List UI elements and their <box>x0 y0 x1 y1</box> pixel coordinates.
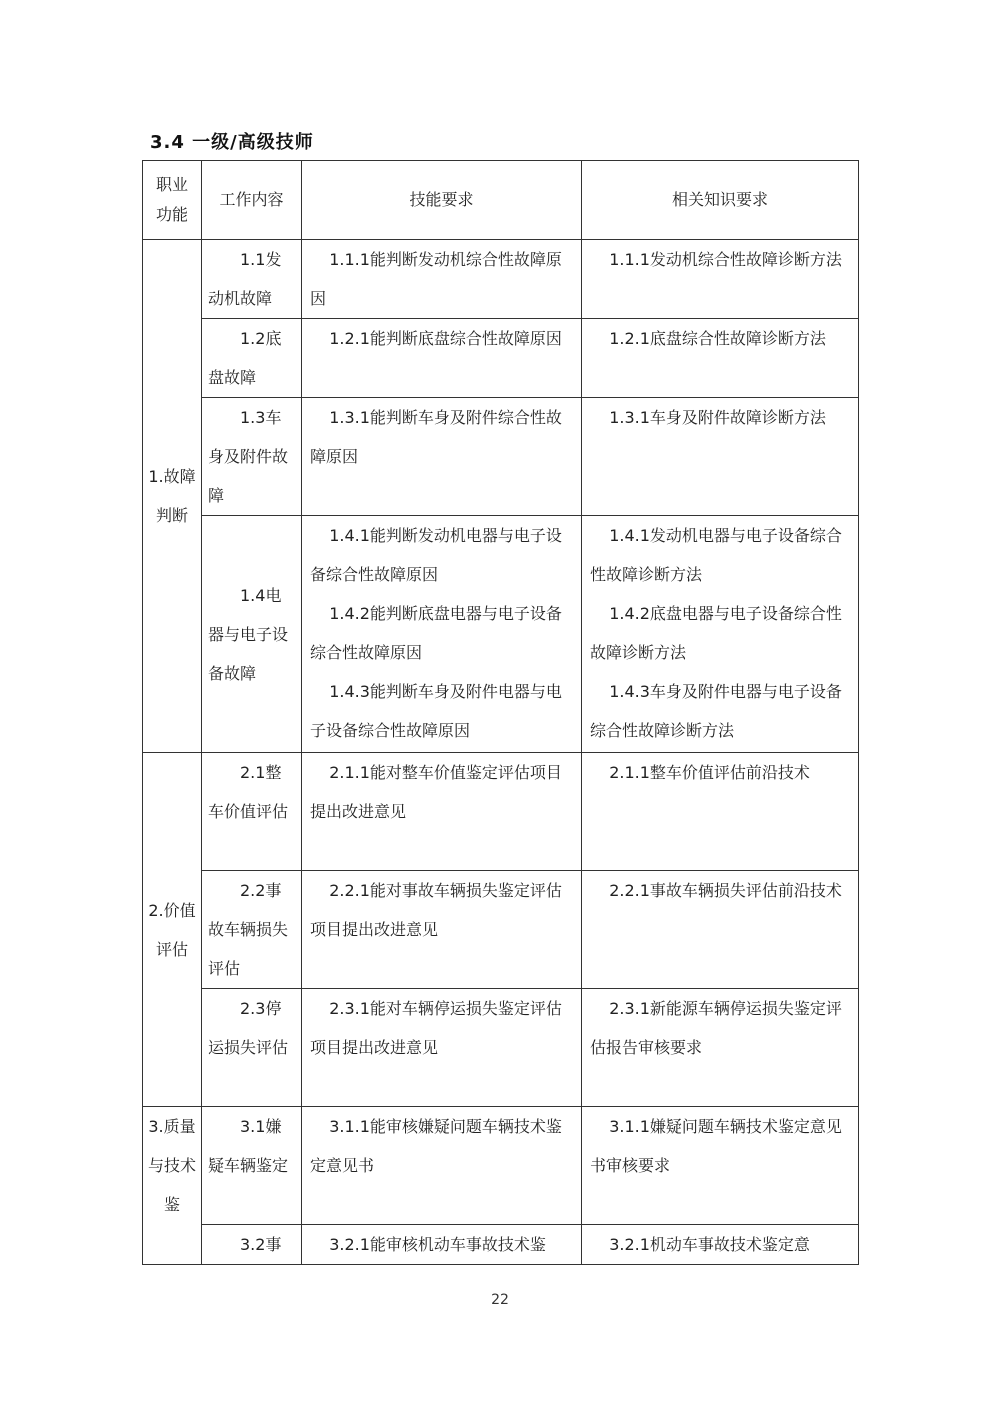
skill-item: 3.2.1能审核机动车事故技术鉴 <box>329 1235 546 1254</box>
knowledge-cell <box>582 989 859 1107</box>
header-content: 工作内容 <box>202 161 302 240</box>
header-knowledge: 相关知识要求 <box>582 161 859 240</box>
skill-item: 1.3.1能判断车身及附件综合性故障原因 <box>310 408 562 466</box>
knowledge-cell <box>582 753 859 871</box>
skill-item: 2.3.1能对车辆停运损失鉴定评估项目提出改进意见 <box>310 999 562 1057</box>
competency-table <box>142 160 859 1265</box>
knowledge-item: 1.2.1底盘综合性故障诊断方法 <box>609 329 826 348</box>
content-cell: 2.1整车价值评估 <box>202 753 302 871</box>
skill-cell <box>302 1107 582 1225</box>
knowledge-item: 2.2.1事故车辆损失评估前沿技术 <box>609 881 842 900</box>
table-header-row <box>143 161 859 240</box>
skill-cell <box>302 398 582 516</box>
knowledge-cell <box>582 1107 859 1225</box>
skill-item: 1.4.1能判断发动机电器与电子设备综合性故障原因 <box>310 526 562 584</box>
skill-item: 3.1.1能审核嫌疑问题车辆技术鉴定意见书 <box>310 1117 562 1175</box>
knowledge-cell <box>582 516 859 753</box>
knowledge-cell <box>582 398 859 516</box>
skill-cell <box>302 319 582 398</box>
table-row <box>143 516 859 753</box>
content-cell: 3.2事 <box>202 1225 302 1265</box>
knowledge-item: 2.1.1整车价值评估前沿技术 <box>609 763 810 782</box>
knowledge-cell <box>582 319 859 398</box>
header-skill: 技能要求 <box>302 161 582 240</box>
function-cell: 3.质量与技术鉴 <box>143 1107 202 1265</box>
knowledge-item: 3.2.1机动车事故技术鉴定意 <box>609 1235 810 1254</box>
knowledge-cell <box>582 240 859 319</box>
knowledge-cell <box>582 1225 859 1265</box>
content-cell: 2.2事故车辆损失评估 <box>202 871 302 989</box>
skill-item: 2.1.1能对整车价值鉴定评估项目提出改进意见 <box>310 763 562 821</box>
knowledge-item: 2.3.1新能源车辆停运损失鉴定评估报告审核要求 <box>590 999 842 1057</box>
table-row <box>143 1225 859 1265</box>
header-function: 职业功能 <box>143 161 202 240</box>
skill-cell <box>302 1225 582 1265</box>
skill-cell <box>302 753 582 871</box>
table-row <box>143 1107 859 1225</box>
skill-item: 1.4.3能判断车身及附件电器与电子设备综合性故障原因 <box>310 682 562 740</box>
content-cell: 1.3车身及附件故障 <box>202 398 302 516</box>
knowledge-item: 1.4.1发动机电器与电子设备综合性故障诊断方法 <box>590 526 842 584</box>
skill-cell <box>302 516 582 753</box>
knowledge-item: 1.4.3车身及附件电器与电子设备综合性故障诊断方法 <box>590 682 842 740</box>
skill-cell <box>302 240 582 319</box>
table-row <box>143 753 859 871</box>
knowledge-cell <box>582 871 859 989</box>
knowledge-item: 1.1.1发动机综合性故障诊断方法 <box>609 250 842 269</box>
page-number: 22 <box>491 1292 509 1308</box>
skill-item: 1.4.2能判断底盘电器与电子设备综合性故障原因 <box>310 604 562 662</box>
table-row <box>143 398 859 516</box>
skill-item: 1.1.1能判断发动机综合性故障原因 <box>310 250 562 308</box>
skill-item: 1.2.1能判断底盘综合性故障原因 <box>329 329 562 348</box>
content-cell: 2.3停运损失评估 <box>202 989 302 1107</box>
skill-cell <box>302 989 582 1107</box>
knowledge-item: 3.1.1嫌疑问题车辆技术鉴定意见书审核要求 <box>590 1117 842 1175</box>
content-cell: 1.2底盘故障 <box>202 319 302 398</box>
skill-item: 2.2.1能对事故车辆损失鉴定评估项目提出改进意见 <box>310 881 562 939</box>
skill-cell <box>302 871 582 989</box>
content-cell: 1.4电器与电子设备故障 <box>202 516 302 753</box>
function-cell: 1.故障判断 <box>143 240 202 753</box>
table-row <box>143 871 859 989</box>
content-cell: 3.1嫌疑车辆鉴定 <box>202 1107 302 1225</box>
table-row <box>143 240 859 319</box>
knowledge-item: 1.3.1车身及附件故障诊断方法 <box>609 408 826 427</box>
section-title: 3.4 一级/高级技师 <box>150 132 314 153</box>
content-cell: 1.1发动机故障 <box>202 240 302 319</box>
table-row <box>143 319 859 398</box>
knowledge-item: 1.4.2底盘电器与电子设备综合性故障诊断方法 <box>590 604 842 662</box>
table-row <box>143 989 859 1107</box>
function-cell: 2.价值评估 <box>143 753 202 1107</box>
